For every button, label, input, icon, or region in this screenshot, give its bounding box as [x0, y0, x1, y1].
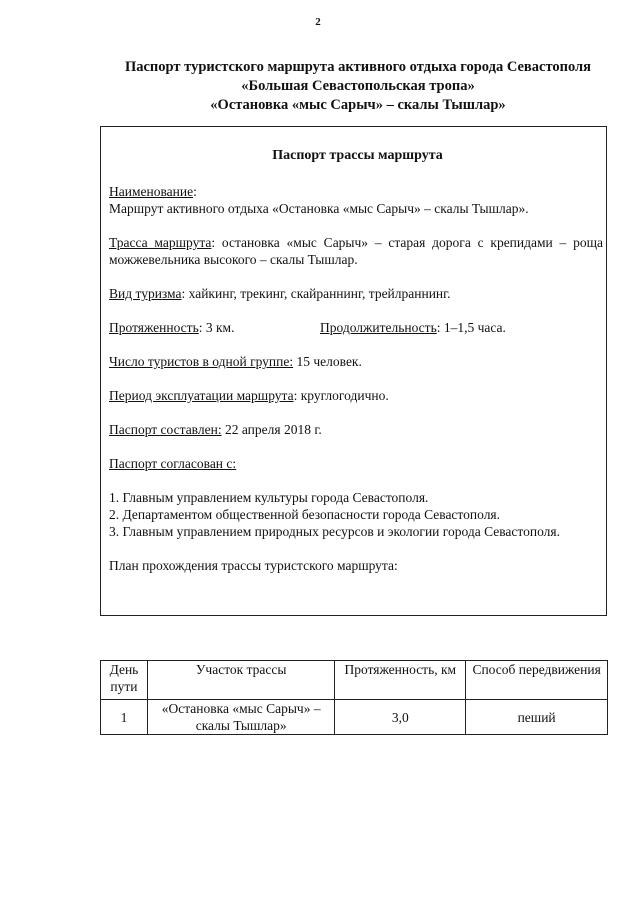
length-section	[109, 319, 320, 336]
name-section: Наименование: Маршрут активного отдыха «Остановка «мыс Сарыч» – скалы Тышлар».	[109, 184, 529, 216]
cell-day: 1	[101, 700, 148, 735]
duration-section	[320, 319, 506, 336]
header-line-3: «Остановка «мыс Сарыч» – скалы Тышлар»	[210, 97, 506, 113]
document-header	[60, 58, 636, 115]
page-number: 2	[315, 16, 321, 28]
duration-label: Продолжительность	[320, 320, 437, 335]
header-line-1: Паспорт туристского маршрута активного отдыха города Севастополя	[124, 59, 592, 75]
table-row	[101, 700, 608, 735]
compiled-label: Паспорт составлен:	[109, 422, 222, 437]
name-label: Наименование	[109, 184, 194, 199]
table-header-row	[101, 661, 608, 700]
length-duration-row	[109, 319, 606, 336]
agreed-item: 3. Главным управлением природных ресурсов и экологии города Севастополя.	[109, 524, 561, 539]
duration-value: : 1–1,5 часа.	[436, 320, 506, 335]
compiled-value: 22 апреля 2018 г.	[221, 422, 322, 437]
name-value: Маршрут активного отдыха «Остановка «мыс Сарыч» – скалы Тышлар».	[109, 201, 529, 216]
agreed-label: Паспорт согласован с:	[109, 456, 237, 471]
agreed-item: 1. Главным управлением культуры города Севастополя.	[109, 490, 429, 505]
header-line-2: «Большая Севастопольская тропа»	[241, 78, 475, 94]
length-value: : 3 км.	[198, 320, 235, 335]
agreed-section	[109, 455, 606, 472]
passport-box	[100, 126, 607, 616]
passport-title: Паспорт трассы маршрута	[272, 148, 443, 163]
compiled-section	[109, 421, 606, 438]
group-label: Число туристов в одной группе:	[109, 354, 294, 369]
period-label: Период эксплуатации маршрута	[109, 388, 294, 403]
length-label: Протяженность	[109, 320, 199, 335]
header-day: День пути	[101, 661, 148, 700]
agreed-item: 2. Департаментом общественной безопасности города Севастополя.	[109, 507, 501, 522]
group-value: 15 человек.	[293, 354, 362, 369]
tourism-label: Вид туризма	[109, 286, 182, 301]
agreed-list	[109, 489, 606, 540]
route-section	[109, 234, 606, 268]
plan-label: План прохождения трассы туристского маршрута:	[109, 558, 398, 573]
route-label: Трасса маршрута	[109, 235, 212, 250]
tourism-value: : хайкинг, трекинг, скайраннинг, трейлраннинг.	[181, 286, 451, 301]
route-value: : остановка «мыс Сарыч» – старая дорога с крепидами – роща можжевельника высокого – скалы Тышлар.	[109, 235, 603, 267]
tourism-section	[109, 285, 606, 302]
group-section	[109, 353, 606, 370]
period-section	[109, 387, 606, 404]
route-table	[100, 660, 608, 735]
header-section: Участок трассы	[147, 661, 334, 700]
period-value: : круглогодично.	[293, 388, 389, 403]
header-mode: Способ передвижения	[466, 661, 608, 700]
cell-length: 3,0	[335, 700, 466, 735]
header-length: Протяженность, км	[335, 661, 466, 700]
cell-mode: пеший	[466, 700, 608, 735]
cell-section: «Остановка «мыс Сарыч» – скалы Тышлар»	[147, 700, 334, 735]
